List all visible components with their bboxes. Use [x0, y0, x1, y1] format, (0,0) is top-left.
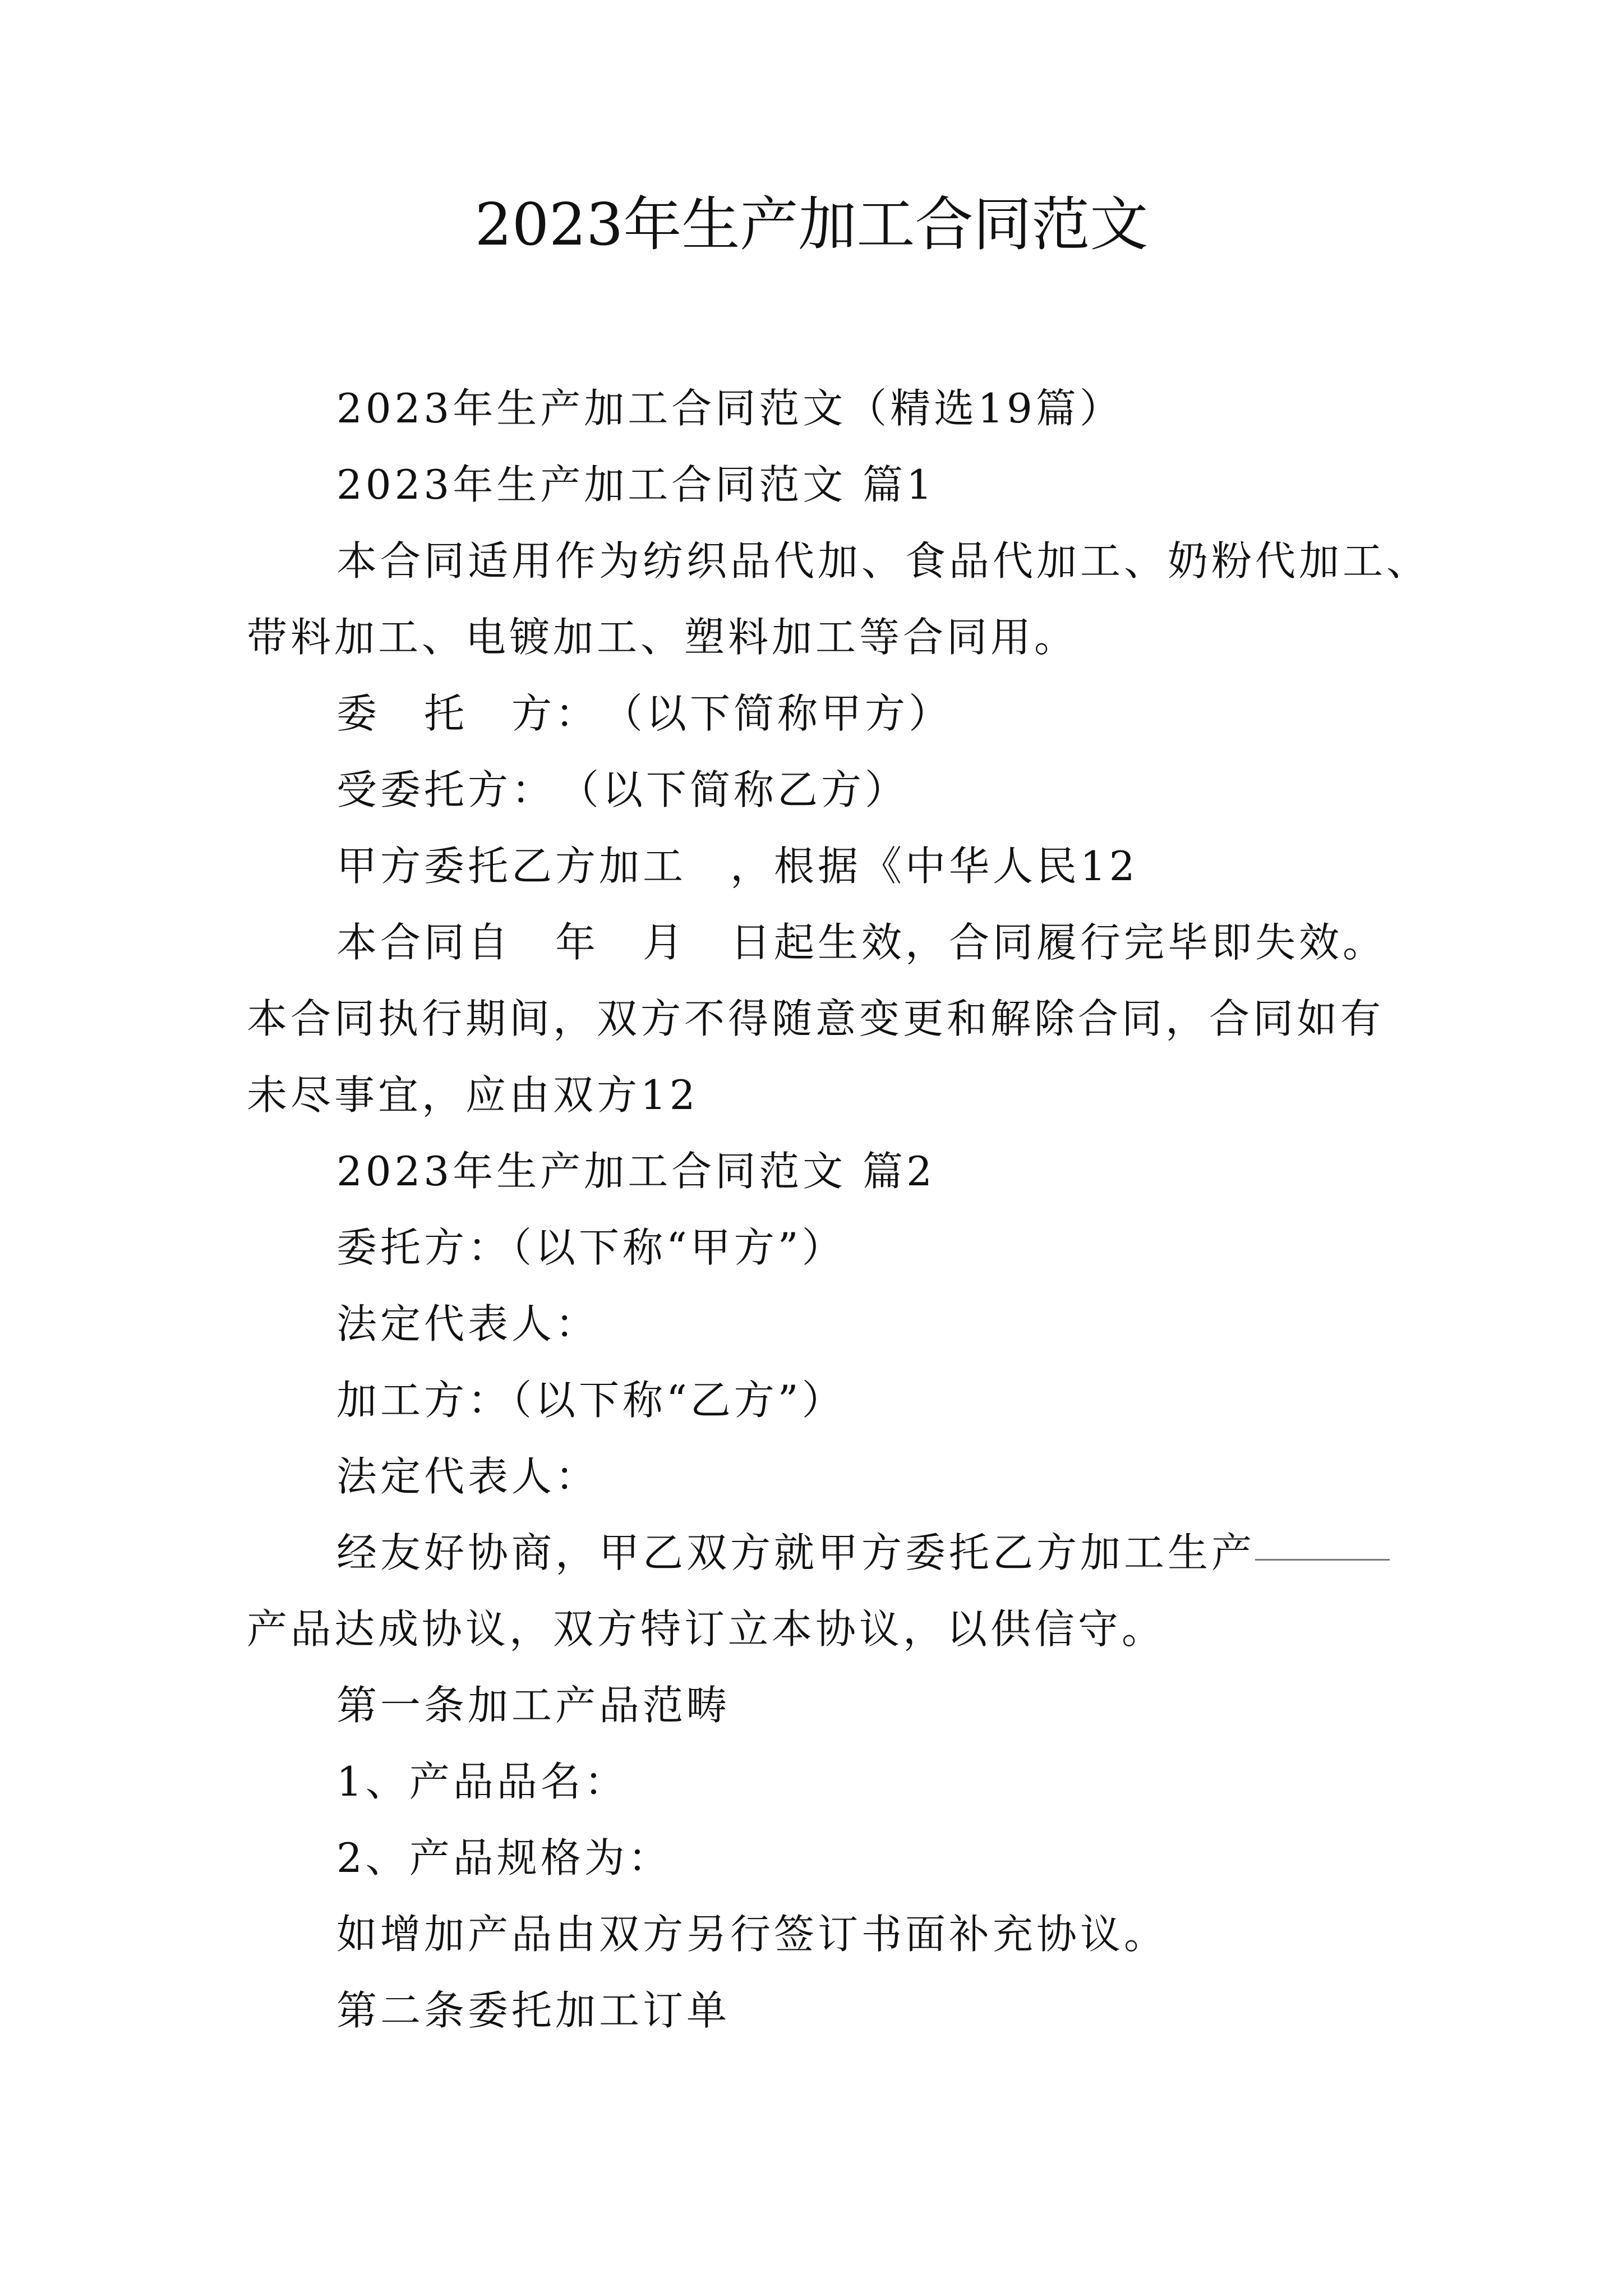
paragraph: 甲方委托乙方加工 ，根据《中华人民12 [336, 843, 1138, 890]
paragraph: 第一条加工产品范畴 [336, 1682, 731, 1729]
paragraph: 本合同执行期间，双方不得随意变更和解除合同，合同如有 [247, 995, 1385, 1042]
paragraph: 本合同适用作为纺织品代加、食品代加工、奶粉代加工、 [336, 537, 1431, 585]
paragraph: 受委托方： （以下简称乙方） [336, 766, 909, 813]
paragraph: 如增加产品由双方另行签订书面补充协议。 [336, 1911, 1168, 1958]
paragraph-with-blank [247, 1515, 1391, 1591]
paragraph: 产品达成协议，双方特订立本协议，以供信守。 [247, 1605, 1166, 1653]
document-title: 2023年生产加工合同范文 [474, 190, 1149, 259]
paragraph: 委 托 方： （以下简称甲方） [336, 690, 953, 737]
paragraph: 2023年生产加工合同范文 篇1 [336, 461, 935, 508]
paragraph: 2、产品规格为： [336, 1834, 672, 1881]
paragraph: 委托方：（以下称“甲方”） [336, 1224, 846, 1271]
paragraph: 未尽事宜，应由双方12 [247, 1071, 699, 1119]
paragraph-text: 经友好协商，甲乙双方就甲方委托乙方加工生产 [336, 1529, 1256, 1576]
fill-in-blank-line [1255, 1558, 1390, 1561]
paragraph: 第二条委托加工订单 [336, 1987, 731, 2034]
paragraph: 法定代表人： [336, 1300, 600, 1347]
paragraph: 2023年生产加工合同范文（精选19篇） [336, 385, 1123, 432]
paragraph: 加工方：（以下称“乙方”） [336, 1377, 846, 1424]
document-body [247, 370, 1431, 2049]
paragraph: 本合同自 年 月 日起生效，合同履行完毕即失效。 [336, 919, 1387, 966]
paragraph: 带料加工、电镀加工、塑料加工等合同用。 [247, 614, 1078, 661]
paragraph: 1、产品品名： [336, 1758, 628, 1805]
paragraph: 2023年生产加工合同范文 篇2 [336, 1148, 935, 1195]
paragraph: 法定代表人： [336, 1453, 600, 1500]
